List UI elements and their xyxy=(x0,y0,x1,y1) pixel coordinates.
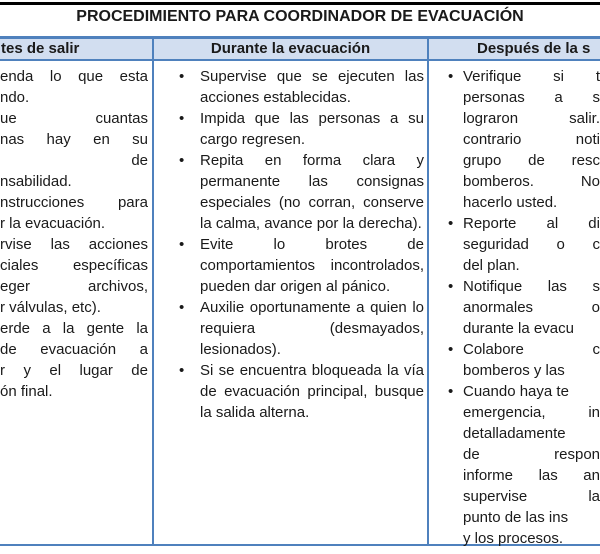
text-line: ndo. xyxy=(0,89,30,106)
text-line: bomberos. No xyxy=(463,173,600,190)
title-top-border xyxy=(0,2,600,5)
bullet-text: Impida que las personas a su cargo regresen. xyxy=(200,110,424,148)
line-text: Notifique las s xyxy=(463,278,600,295)
bullet-icon: • xyxy=(179,68,185,85)
column-durante-la-evacuacion xyxy=(153,66,428,423)
text-line: punto de las ins xyxy=(463,509,569,526)
header-antes-de-salir: tes de salir xyxy=(1,40,80,57)
text-line: enda lo que esta xyxy=(0,68,148,85)
bullet-icon: • xyxy=(179,362,185,379)
text-line: informe las an xyxy=(463,467,600,484)
text-line: nas hay en su xyxy=(0,131,148,148)
bullet-icon: • xyxy=(448,383,454,400)
text-line: y los procesos. xyxy=(463,530,564,547)
bullet-icon: • xyxy=(179,236,185,253)
bullet-item xyxy=(153,66,428,108)
bullet-icon: • xyxy=(179,299,185,316)
bullet-text: Repita en forma clara y permanente las consignas especiales (no corran, conserve la calma, avance por la derecha). xyxy=(200,152,424,232)
text-line: seguridad o c xyxy=(463,236,600,253)
text-line: nsabilidad. xyxy=(0,173,72,190)
text-line: eger archivos, xyxy=(0,278,148,295)
text-line xyxy=(428,381,600,402)
bullet-icon: • xyxy=(179,152,185,169)
bullet-item xyxy=(153,234,428,297)
text-line: bomberos y las xyxy=(463,362,565,379)
text-line: de respon xyxy=(463,446,600,463)
text-line: rvise las acciones xyxy=(0,236,148,253)
bullet-icon: • xyxy=(448,68,454,85)
text-line: hacerlo usted. xyxy=(463,194,558,211)
bullet-item xyxy=(153,297,428,360)
table-header-row xyxy=(0,36,600,61)
text-line: de xyxy=(131,152,148,169)
text-line: detalladamente xyxy=(463,425,566,442)
bullet-icon: • xyxy=(179,110,185,127)
line-text: Verifique si t xyxy=(463,68,600,85)
bullet-item xyxy=(153,150,428,234)
text-line xyxy=(428,339,600,360)
text-line: supervise la xyxy=(463,488,600,505)
text-line xyxy=(428,213,600,234)
page-title: PROCEDIMIENTO PARA COORDINADOR DE EVACUACIÓN xyxy=(76,8,524,25)
text-line xyxy=(428,66,600,87)
line-text: Cuando haya te xyxy=(463,383,569,400)
bullet-item xyxy=(153,360,428,423)
text-line: nstrucciones para xyxy=(0,194,148,211)
text-line: erde a la gente la xyxy=(0,320,148,337)
text-line: de evacuación a xyxy=(0,341,148,358)
text-line: r y el lugar de xyxy=(0,362,148,379)
text-line: ón final. xyxy=(0,383,53,400)
bullet-icon: • xyxy=(448,215,454,232)
text-line: grupo de resc xyxy=(463,152,600,169)
text-line: emergencia, in xyxy=(463,404,600,421)
column-despues-de-la-salida xyxy=(428,66,600,549)
line-text: Colabore c xyxy=(463,341,600,358)
text-line xyxy=(428,276,600,297)
line-text: Reporte al di xyxy=(463,215,600,232)
bullet-text: Auxilie oportunamente a quien lo requiera (desmayados, lesionados). xyxy=(200,299,424,358)
text-line: ciales específicas xyxy=(0,257,148,274)
text-line: del plan. xyxy=(463,257,520,274)
bullet-text: Evite lo brotes de comportamientos incontrolados, pueden dar origen al pánico. xyxy=(200,236,424,295)
text-line: lograron salir. xyxy=(463,110,600,127)
text-line: anormales o xyxy=(463,299,600,316)
header-durante-la-evacuacion: Durante la evacuación xyxy=(210,40,371,57)
column-antes-de-salir xyxy=(0,66,148,402)
text-line: durante la evacu xyxy=(463,320,574,337)
bullet-text: Si se encuentra bloqueada la vía de evacuación principal, busque la salida alterna. xyxy=(200,362,424,421)
bullet-text: Supervise que se ejecuten las acciones establecidas. xyxy=(200,68,424,106)
bullet-item xyxy=(153,108,428,150)
header-despues-de-la-salida: Después de la s xyxy=(477,40,591,57)
bullet-icon: • xyxy=(448,341,454,358)
text-line: r la evacuación. xyxy=(0,215,106,232)
text-line: r válvulas, etc). xyxy=(0,299,101,316)
text-line: contrario noti xyxy=(463,131,600,148)
text-line: ue cuantas xyxy=(0,110,148,127)
text-line: personas a s xyxy=(463,89,600,106)
bullet-icon: • xyxy=(448,278,454,295)
